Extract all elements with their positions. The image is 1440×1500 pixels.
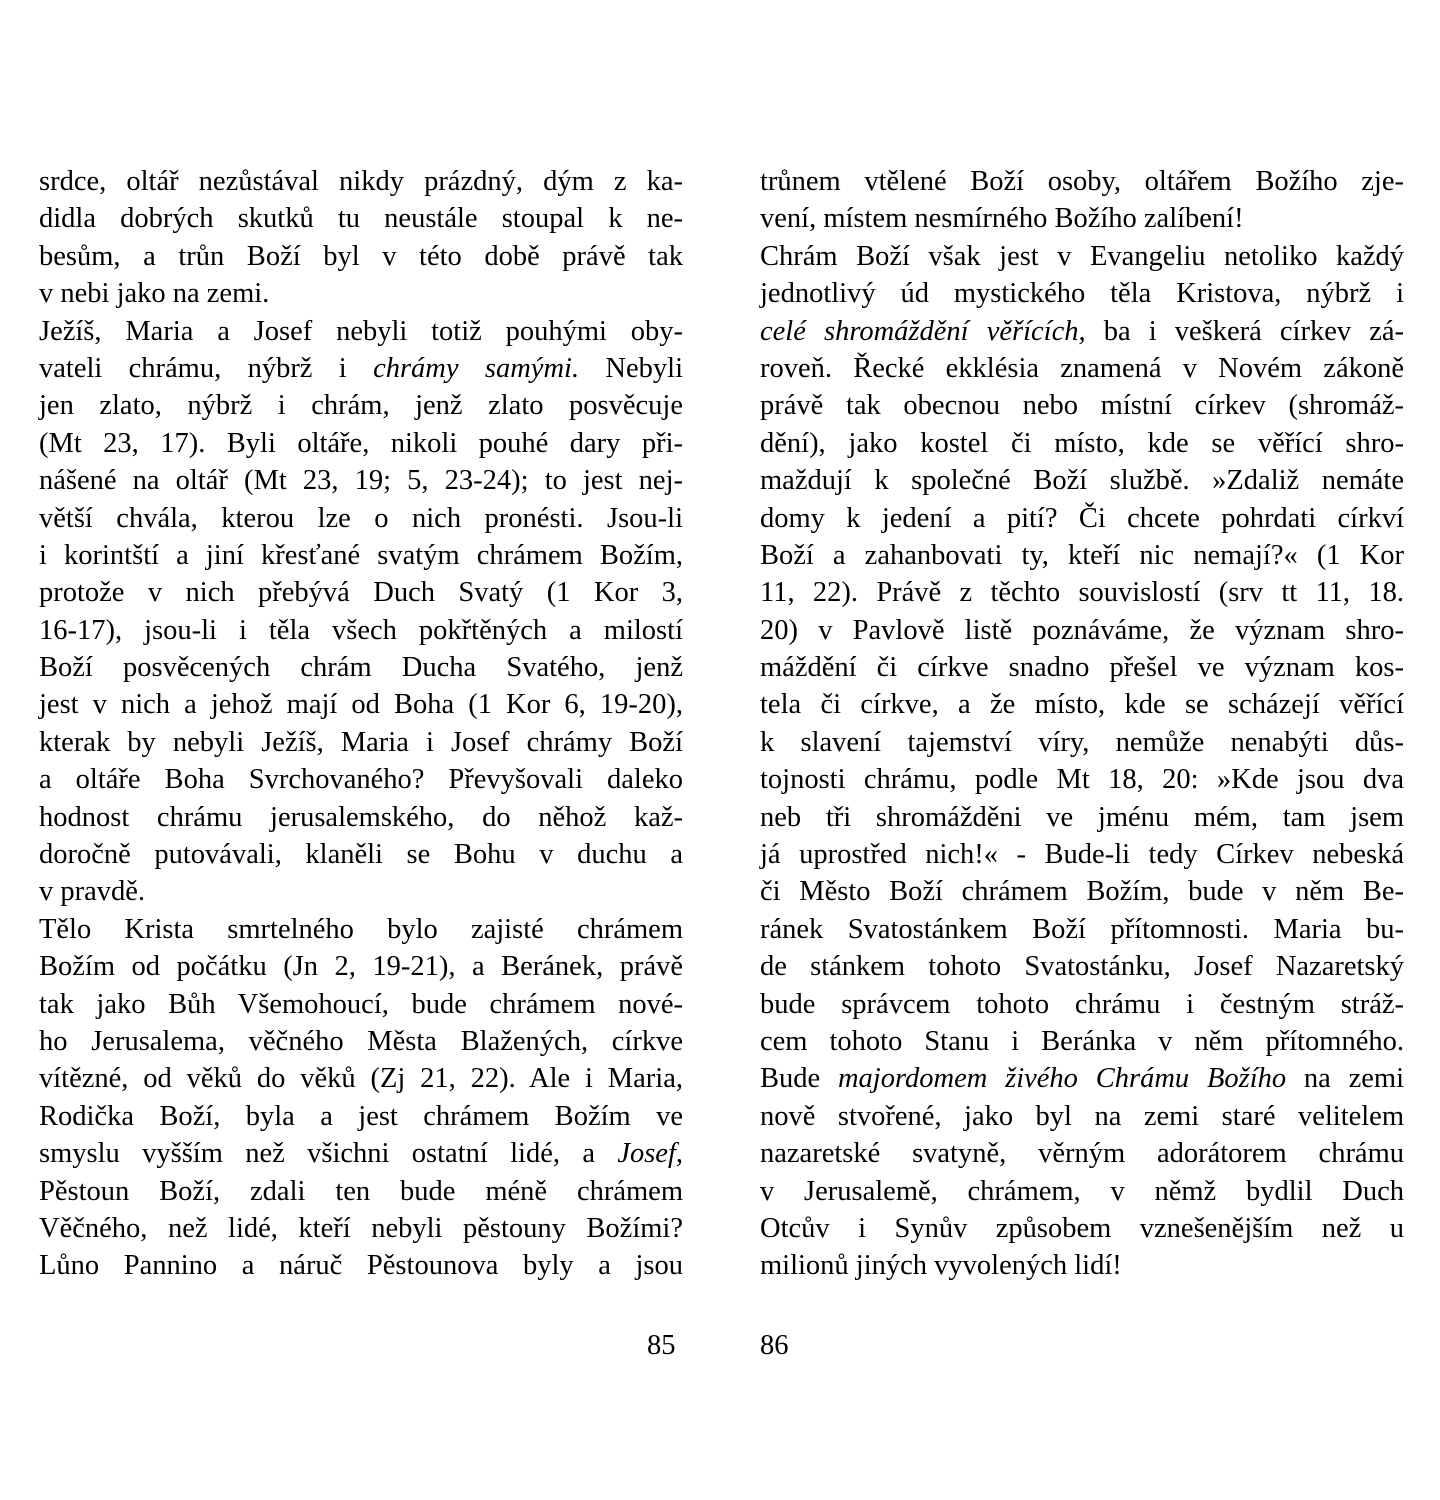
text-line: Ježíš, Maria a Josef nebyli totiž pouhými oby- bbox=[39, 315, 683, 347]
text-line: právě tak obecnou nebo místní církev (shromáž- bbox=[760, 390, 1404, 422]
text-line: Rodička Boží, byla a jest chrámem Božím ve bbox=[39, 1100, 683, 1132]
text-line: protože v nich přebývá Duch Svatý (1 Kor 3, bbox=[39, 577, 683, 609]
text-line: v nebi jako na zemi. bbox=[39, 278, 270, 310]
left-page-text bbox=[39, 163, 683, 1285]
text-line: tak jako Bůh Všemohoucí, bude chrámem nové- bbox=[39, 988, 683, 1020]
text-line: Věčného, než lidé, kteří nebyli pěstouny Božími? bbox=[39, 1212, 683, 1244]
page-number-right: 86 bbox=[760, 1330, 789, 1361]
text-line: jednotlivý úd mystického těla Kristova, nýbrž i bbox=[760, 278, 1404, 310]
text-line: Boží posvěcených chrám Ducha Svatého, jenž bbox=[39, 652, 683, 684]
text-line: Bude majordomem živého Chrámu Božího na zemi bbox=[760, 1063, 1404, 1095]
text-line: maždují k společné Boží službě. »Zdaliž nemáte bbox=[760, 465, 1404, 497]
text-line: máždění či církve snadno přešel ve význam kos- bbox=[760, 652, 1404, 684]
text-line: bude správcem tohoto chrámu i čestným stráž- bbox=[760, 988, 1404, 1020]
text-line: vítězné, od věků do věků (Zj 21, 22). Ale i Maria, bbox=[39, 1063, 683, 1095]
text-line: tela či církve, a že místo, kde se scházejí věřící bbox=[760, 689, 1404, 721]
text-line: 11, 22). Právě z těchto souvislostí (srv tt 11, 18. bbox=[760, 577, 1404, 609]
text-line: v pravdě. bbox=[39, 876, 146, 908]
text-line: Boží a zahanbovati ty, kteří nic nemají?« (1 Kor bbox=[760, 539, 1404, 571]
text-line: jen zlato, nýbrž i chrám, jenž zlato posvěcuje bbox=[39, 390, 683, 422]
text-line: i korintští a jiní křesťané svatým chrámem Božím, bbox=[39, 539, 683, 571]
text-line: Tělo Krista smrtelného bylo zajisté chrámem bbox=[39, 913, 683, 945]
text-line: či Město Boží chrámem Božím, bude v něm Be- bbox=[760, 876, 1404, 908]
text-line: Božím od počátku (Jn 2, 19-21), a Beránek, právě bbox=[39, 951, 683, 983]
text-line: Chrám Boží však jest v Evangeliu netoliko každý bbox=[760, 240, 1404, 272]
text-line: (Mt 23, 17). Byli oltáře, nikoli pouhé dary při- bbox=[39, 427, 683, 459]
text-line: vení, místem nesmírného Božího zalíbení! bbox=[760, 203, 1244, 235]
text-line: dění), jako kostel či místo, kde se věřící shro- bbox=[760, 427, 1404, 459]
text-line: nazaretské svatyně, věrným adorátorem chrámu bbox=[760, 1138, 1404, 1170]
text-line: já uprostřed nich!« - Bude-li tedy Církev nebeská bbox=[760, 839, 1404, 871]
emphasis: majordomem živého Chrámu Božího bbox=[837, 1063, 1287, 1095]
text-line: besům, a trůn Boží byl v této době právě tak bbox=[39, 240, 683, 272]
text-line: cem tohoto Stanu i Beránka v něm přítomného. bbox=[760, 1025, 1404, 1057]
text-line: 16-17), jsou-li i těla všech pokřtěných a milostí bbox=[39, 614, 683, 646]
text-line: nášené na oltář (Mt 23, 19; 5, 23-24); to jest nej- bbox=[39, 465, 683, 497]
text-line: tojnosti chrámu, podle Mt 18, 20: »Kde jsou dva bbox=[760, 764, 1404, 796]
text-line: a oltáře Boha Svrchovaného? Převyšovali daleko bbox=[39, 764, 683, 796]
text-line: ho Jerusalema, věčného Města Blažených, církve bbox=[39, 1025, 683, 1057]
emphasis: Josef, bbox=[617, 1138, 683, 1170]
emphasis: chrámy samými. bbox=[373, 352, 580, 384]
text-line: jest v nich a jehož mají od Boha (1 Kor 6, 19-20), bbox=[39, 689, 683, 721]
text-line: v Jerusalemě, chrámem, v němž bydlil Duch bbox=[760, 1175, 1404, 1207]
text-line: didla dobrých skutků tu neustále stoupal k ne- bbox=[39, 203, 683, 235]
text-line: roveň. Řecké ekklésia znamená v Novém zákoně bbox=[760, 352, 1404, 384]
text-line: 20) v Pavlově listě poznáváme, že význam shro- bbox=[760, 614, 1404, 646]
text-line: neb tři shromážděni ve jménu mém, tam jsem bbox=[760, 801, 1404, 833]
text-line: smyslu vyšším než všichni ostatní lidé, a Josef, bbox=[39, 1138, 683, 1170]
page-number-left: 85 bbox=[647, 1330, 676, 1361]
text-line: domy k jedení a pití? Či chcete pohrdati církví bbox=[760, 502, 1404, 534]
text-line: Otcův i Synův způsobem vznešenějším než u bbox=[760, 1212, 1404, 1244]
text-line: Pěstoun Boží, zdali ten bude méně chrámem bbox=[39, 1175, 683, 1207]
text-line: vateli chrámu, nýbrž i chrámy samými. Nebyli bbox=[39, 352, 683, 384]
text-line: hodnost chrámu jerusalemského, do něhož kaž- bbox=[39, 801, 683, 833]
text-line: srdce, oltář nezůstával nikdy prázdný, dým z ka- bbox=[39, 166, 683, 197]
text-line: nově stvořené, jako byl na zemi staré velitelem bbox=[760, 1100, 1404, 1132]
text-line: kterak by nebyli Ježíš, Maria i Josef chrámy Boží bbox=[39, 726, 683, 758]
emphasis: celé shromáždění věřících, bbox=[760, 315, 1086, 347]
text-line: Lůno Pannino a náruč Pěstounova byly a jsou bbox=[39, 1250, 683, 1282]
text-line: k slavení tajemství víry, nemůže nenabýti důs- bbox=[760, 726, 1404, 758]
text-line: trůnem vtělené Boží osoby, oltářem Božího zje- bbox=[760, 166, 1404, 197]
right-page-text bbox=[760, 163, 1404, 1285]
text-line: větší chvála, kterou lze o nich pronésti. Jsou-li bbox=[39, 502, 683, 534]
text-line: de stánkem tohoto Svatostánku, Josef Nazaretský bbox=[760, 951, 1404, 983]
text-line: ránek Svatostánkem Boží přítomnosti. Maria bu- bbox=[760, 913, 1404, 945]
text-line: doročně putovávali, klaněli se Bohu v duchu a bbox=[39, 839, 683, 871]
text-line: celé shromáždění věřících, ba i veškerá církev zá- bbox=[760, 315, 1404, 347]
text-line: milionů jiných vyvolených lidí! bbox=[760, 1250, 1122, 1282]
